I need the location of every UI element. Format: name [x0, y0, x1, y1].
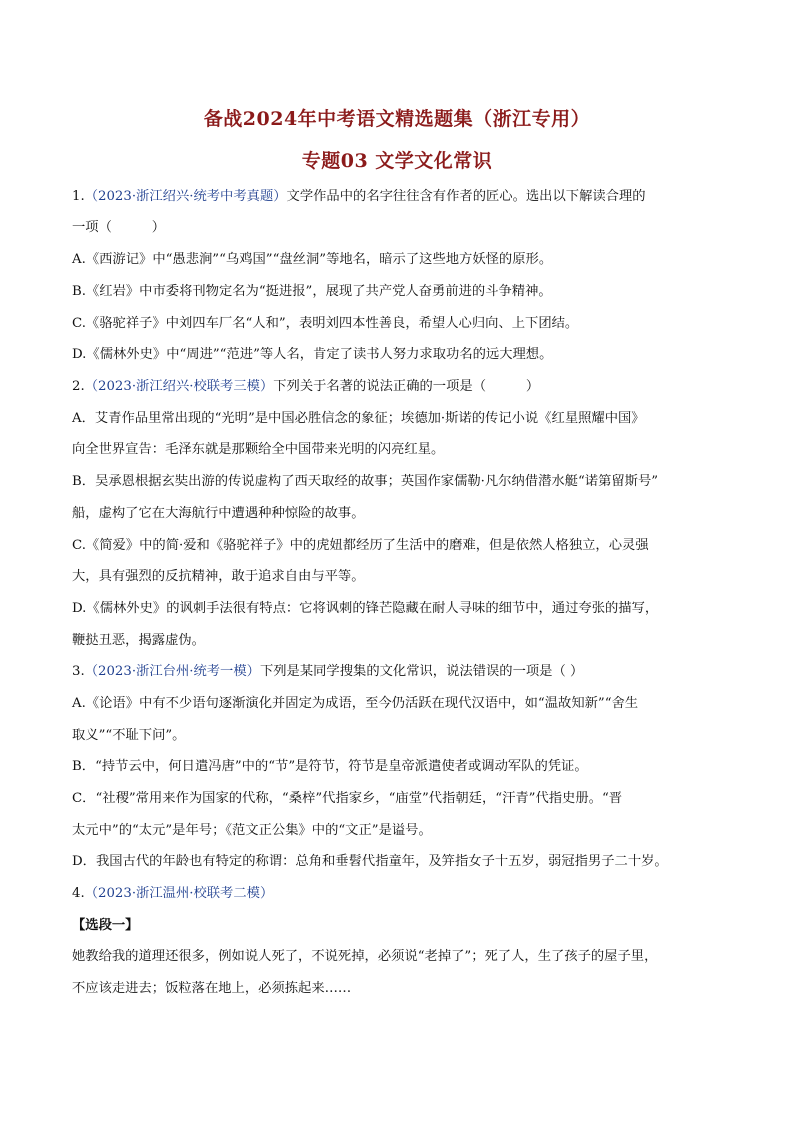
q3-option-a-line1: A.《论语》中有不少语句逐渐演化并固定为成语，至今仍活跃在现代汉语中，如“温故知新”“舍生	[72, 696, 639, 711]
q3-option-c-line2: 太元中”的“太元”是年号；《范文正公集》中的“文正”是谥号。	[72, 823, 432, 838]
q2-option-d-line1: D.《儒林外史》的讽刺手法很有特点：它将讽刺的锋芒隐藏在耐人寻味的细节中，通过夸张的描写，	[72, 601, 659, 616]
question-4-stem	[72, 885, 732, 903]
q2-option-d-line2: 鞭挞丑恶，揭露虚伪。	[72, 633, 205, 648]
question-number: 3.	[72, 664, 85, 679]
passage-line1: 她教给我的道理还很多，例如说人死了，不说死掉，必须说“老掉了”；死了人，生了孩子的屋子里，	[72, 949, 658, 964]
q1-option-c: C.《骆驼祥子》中刘四车厂名“人和”，表明刘四本性善良，希望人心归向、上下团结。	[72, 316, 579, 331]
question-2-stem	[72, 378, 732, 396]
section-heading: 【选段一】	[72, 918, 139, 933]
question-3-stem	[72, 663, 732, 681]
q2-option-b-line2: 船，虚构了它在大海航行中遭遇种种惊险的故事。	[72, 506, 365, 521]
question-text: 下列是某同学搜集的文化常识，说法错误的一项是（ ）	[259, 664, 584, 679]
question-number: 4.	[72, 886, 85, 901]
q2-option-a-line2: 向全世界宣告：毛泽东就是那颗给全中国带来光明的闪亮红星。	[72, 442, 445, 457]
q3-option-c-line1: C．“社稷”常用来作为国家的代称，“桑梓”代指家乡，“庙堂”代指朝廷，“汗青”代指史册。“晋	[72, 791, 623, 806]
question-source: （2023·浙江温州·校联考二模）	[84, 886, 274, 901]
q2-option-a-line1: A．艾青作品里常出现的“光明”是中国必胜信念的象征；埃德加·斯诺的传记小说《红星照耀中国》	[72, 411, 645, 426]
document-subtitle: 专题03 文学文化常识	[301, 150, 493, 172]
q1-option-d: D.《儒林外史》中“周进”“范进”等人名，肯定了读书人努力求取功名的远大理想。	[72, 347, 553, 362]
question-number: 1.	[72, 189, 85, 204]
question-source: （2023·浙江台州·统考一模）	[84, 664, 260, 679]
question-text: 下列关于名著的说法正确的一项是（ ）	[273, 379, 540, 394]
question-1-stem-cont: 一项（ ）	[72, 220, 166, 235]
q1-option-a: A.《西游记》中“愚悲涧”“乌鸡国”“盘丝洞”等地名，暗示了这些地方妖怪的原形。	[72, 252, 553, 267]
q3-option-a-line2: 取义”“不耻下问”。	[72, 728, 186, 743]
q1-option-b: B.《红岩》中市委将刊物定名为“挺进报”，展现了共产党人奋勇前进的斗争精神。	[72, 284, 552, 299]
passage-line2: 不应该走进去；饭粒落在地上，必须拣起来……	[72, 981, 352, 996]
q2-option-c-line2: 大，具有强烈的反抗精神，敢于追求自由与平等。	[72, 569, 365, 584]
q3-option-d: D．我国古代的年龄也有特定的称谓：总角和垂髫代指童年，及笄指女子十五岁，弱冠指男子二十岁。	[72, 854, 668, 869]
question-number: 2.	[72, 379, 85, 394]
question-source: （2023·浙江绍兴·校联考三模）	[84, 379, 274, 394]
question-text: 文学作品中的名字往往含有作者的匠心。选出以下解读合理的	[286, 189, 646, 204]
question-1-stem	[72, 188, 732, 206]
document-title: 备战2024年中考语文精选题集（浙江专用）	[203, 108, 591, 130]
q2-option-c-line1: C.《简爱》中的简·爱和《骆驼祥子》中的虎妞都经历了生活中的磨难，但是依然人格独立，心灵强	[72, 538, 649, 553]
q3-option-b: B．“持节云中，何日遣冯唐”中的“节”是符节，符节是皇帝派遣使者或调动军队的凭证。	[72, 759, 588, 774]
q2-option-b-line1: B．吴承恩根据玄奘出游的传说虚构了西天取经的故事；英国作家儒勒·凡尔纳借潜水艇“诺第留斯号”	[72, 474, 659, 489]
question-source: （2023·浙江绍兴·统考中考真题）	[84, 189, 287, 204]
